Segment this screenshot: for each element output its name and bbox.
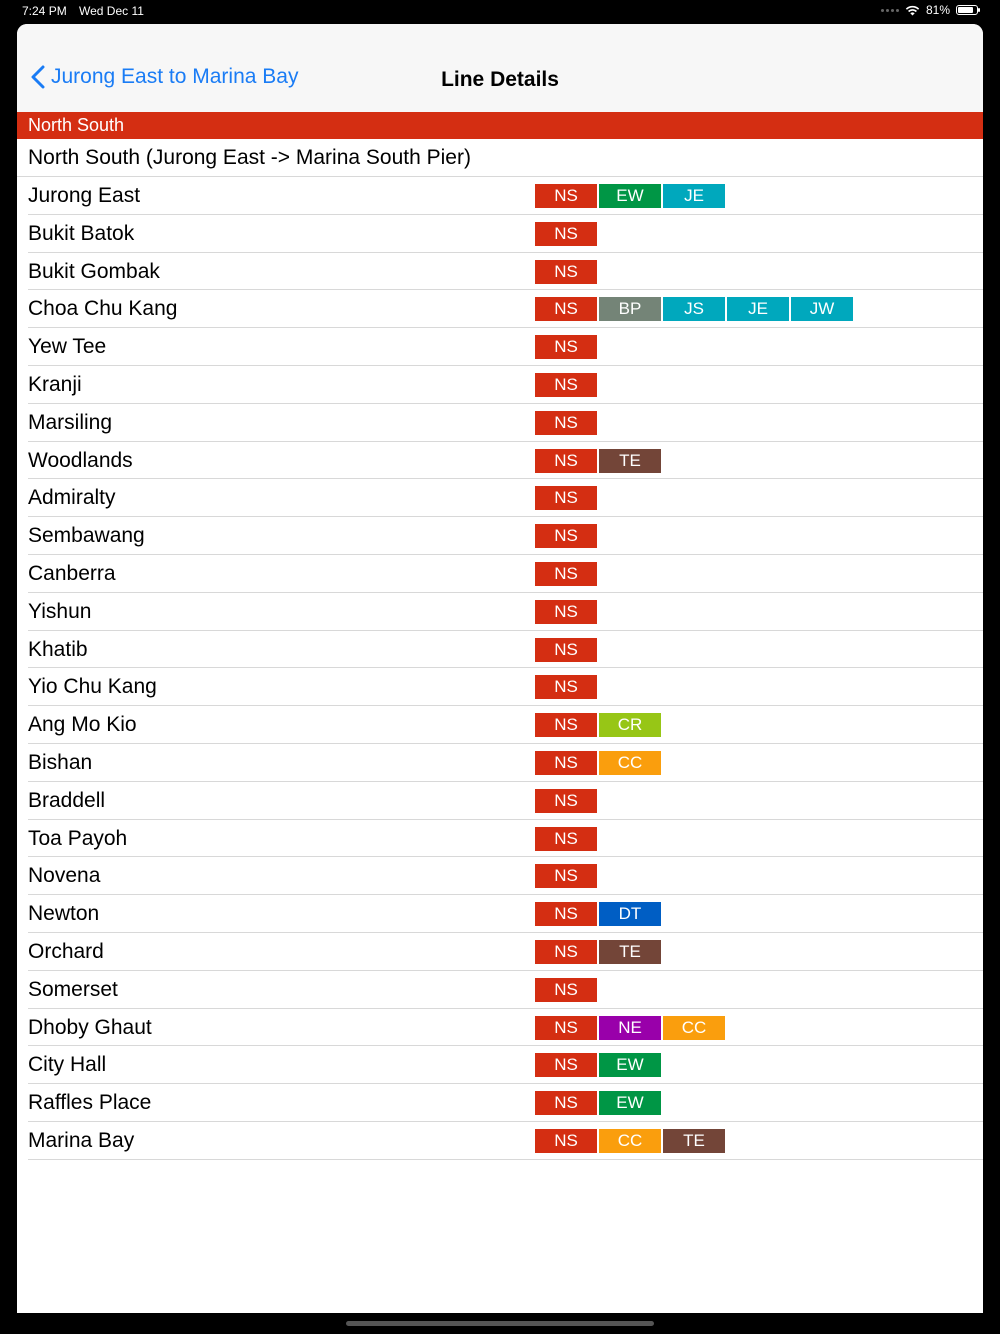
- station-name: Khatib: [28, 637, 88, 661]
- station-name: Admiralty: [28, 486, 116, 510]
- line-badge: NS: [535, 864, 597, 888]
- line-badges: [535, 297, 853, 321]
- line-badge: JE: [663, 184, 725, 208]
- station-row[interactable]: [17, 933, 983, 971]
- line-badge: NS: [535, 675, 597, 699]
- station-name: Raffles Place: [28, 1091, 152, 1115]
- station-name: Yew Tee: [28, 335, 107, 359]
- line-badges: [535, 562, 597, 586]
- line-badges: [535, 524, 597, 548]
- line-badge: NS: [535, 222, 597, 246]
- station-name: Yio Chu Kang: [28, 675, 157, 699]
- line-badge: CC: [599, 751, 661, 775]
- line-badges: [535, 335, 597, 359]
- line-badges: [535, 978, 597, 1002]
- line-badge: TE: [599, 449, 661, 473]
- station-name: Marsiling: [28, 410, 113, 434]
- station-row[interactable]: [17, 1046, 983, 1084]
- station-name: Canberra: [28, 561, 116, 585]
- station-name: Marina Bay: [28, 1128, 135, 1152]
- line-badges: [535, 1129, 725, 1153]
- station-name: Bishan: [28, 750, 93, 774]
- station-name: Yishun: [28, 599, 92, 623]
- line-badge: NS: [535, 789, 597, 813]
- line-badges: [535, 222, 597, 246]
- station-row[interactable]: [17, 442, 983, 480]
- line-badges: [535, 486, 597, 510]
- station-name: Jurong East: [28, 184, 141, 207]
- line-badges: [535, 449, 661, 473]
- line-badge: NS: [535, 297, 597, 321]
- line-badges: [535, 864, 597, 888]
- station-name: Dhoby Ghaut: [28, 1015, 152, 1039]
- line-badges: [535, 675, 597, 699]
- station-name: Newton: [28, 902, 100, 926]
- station-name: Bukit Gombak: [28, 259, 160, 283]
- line-details-sheet: [17, 24, 983, 1313]
- line-badge: JE: [727, 297, 789, 321]
- line-badge: NS: [535, 902, 597, 926]
- line-badge: JS: [663, 297, 725, 321]
- line-badges: [535, 827, 597, 851]
- line-badge: TE: [599, 940, 661, 964]
- line-badge: NS: [535, 260, 597, 284]
- station-name: City Hall: [28, 1053, 107, 1077]
- station-row[interactable]: [17, 555, 983, 593]
- line-badges: [535, 411, 597, 435]
- line-badge: NS: [535, 827, 597, 851]
- line-badges: [535, 600, 597, 624]
- line-badge: BP: [599, 297, 661, 321]
- route-description: North South (Jurong East -> Marina South Pier): [17, 139, 983, 177]
- line-badge: NS: [535, 184, 597, 208]
- station-row[interactable]: [17, 668, 983, 706]
- station-name: Woodlands: [28, 448, 133, 472]
- line-badges: [535, 902, 661, 926]
- line-badges: [535, 1053, 661, 1077]
- home-indicator[interactable]: [346, 1321, 654, 1326]
- line-badge: NS: [535, 373, 597, 397]
- station-name: Braddell: [28, 788, 106, 812]
- back-button-label: Jurong East to Marina Bay: [51, 65, 299, 88]
- page-title: Line Details: [441, 68, 559, 91]
- line-badges: [535, 713, 661, 737]
- navigation-bar: [17, 24, 983, 112]
- station-row[interactable]: [17, 290, 983, 328]
- line-badge: NS: [535, 486, 597, 510]
- line-badge: NS: [535, 600, 597, 624]
- station-name: Novena: [28, 864, 101, 888]
- station-row[interactable]: [17, 1084, 983, 1122]
- battery-icon: [956, 5, 978, 15]
- line-badge: EW: [599, 1091, 661, 1115]
- line-badge: NS: [535, 638, 597, 662]
- wifi-icon: [905, 5, 920, 16]
- battery-percent: 81%: [925, 3, 950, 17]
- line-badge: TE: [663, 1129, 725, 1153]
- status-date: Wed Dec 11: [79, 4, 144, 18]
- line-badge: NE: [599, 1016, 661, 1040]
- line-badge: NS: [535, 1053, 597, 1077]
- station-row[interactable]: [17, 517, 983, 555]
- line-badge: NS: [535, 449, 597, 473]
- station-name: Kranji: [28, 372, 82, 396]
- line-badges: [535, 789, 597, 813]
- station-row[interactable]: [17, 479, 983, 517]
- line-badge: NS: [535, 411, 597, 435]
- line-badge: CR: [599, 713, 661, 737]
- station-row[interactable]: [17, 706, 983, 744]
- section-header: North South: [17, 112, 983, 139]
- status-bar: [0, 0, 1000, 22]
- signal-icon: [881, 9, 899, 12]
- line-badge: EW: [599, 184, 661, 208]
- line-badge: NS: [535, 335, 597, 359]
- line-badge: NS: [535, 940, 597, 964]
- station-row[interactable]: [17, 177, 983, 215]
- station-row[interactable]: [17, 631, 983, 669]
- line-badges: [535, 373, 597, 397]
- line-badge: NS: [535, 751, 597, 775]
- line-badges: [535, 940, 661, 964]
- station-name: Orchard: [28, 939, 104, 963]
- station-row[interactable]: [17, 1009, 983, 1047]
- station-name: Toa Payoh: [28, 826, 128, 850]
- line-badge: CC: [663, 1016, 725, 1040]
- status-indicators: [881, 3, 978, 17]
- status-time: 7:24 PM: [22, 4, 67, 18]
- station-row[interactable]: [17, 366, 983, 404]
- line-badge: NS: [535, 1091, 597, 1115]
- line-badge: JW: [791, 297, 853, 321]
- station-name: Sembawang: [28, 524, 145, 548]
- line-badge: NS: [535, 1129, 597, 1153]
- line-badge: NS: [535, 1016, 597, 1040]
- line-badges: [535, 751, 661, 775]
- station-row[interactable]: [17, 215, 983, 253]
- station-row[interactable]: [17, 895, 983, 933]
- station-row[interactable]: [17, 253, 983, 291]
- station-name: Choa Chu Kang: [28, 297, 178, 321]
- station-row[interactable]: [17, 857, 983, 895]
- line-badges: [535, 1016, 725, 1040]
- line-badges: [535, 638, 597, 662]
- line-badges: [535, 184, 725, 208]
- line-badge: NS: [535, 524, 597, 548]
- station-row[interactable]: [17, 404, 983, 442]
- station-row[interactable]: [17, 593, 983, 631]
- line-badge: NS: [535, 713, 597, 737]
- station-row[interactable]: [17, 328, 983, 366]
- station-name: Ang Mo Kio: [28, 713, 137, 737]
- line-badges: [535, 1091, 661, 1115]
- station-row[interactable]: [17, 782, 983, 820]
- station-name: Bukit Batok: [28, 221, 135, 245]
- line-badges: [535, 260, 597, 284]
- station-row[interactable]: [17, 744, 983, 782]
- station-row[interactable]: [17, 820, 983, 858]
- station-row[interactable]: [17, 1122, 983, 1160]
- line-badge: NS: [535, 978, 597, 1002]
- line-badge: CC: [599, 1129, 661, 1153]
- station-list: [17, 177, 983, 1160]
- line-badge: NS: [535, 562, 597, 586]
- line-badge: EW: [599, 1053, 661, 1077]
- station-name: Somerset: [28, 977, 118, 1001]
- station-row[interactable]: [17, 971, 983, 1009]
- line-badge: DT: [599, 902, 661, 926]
